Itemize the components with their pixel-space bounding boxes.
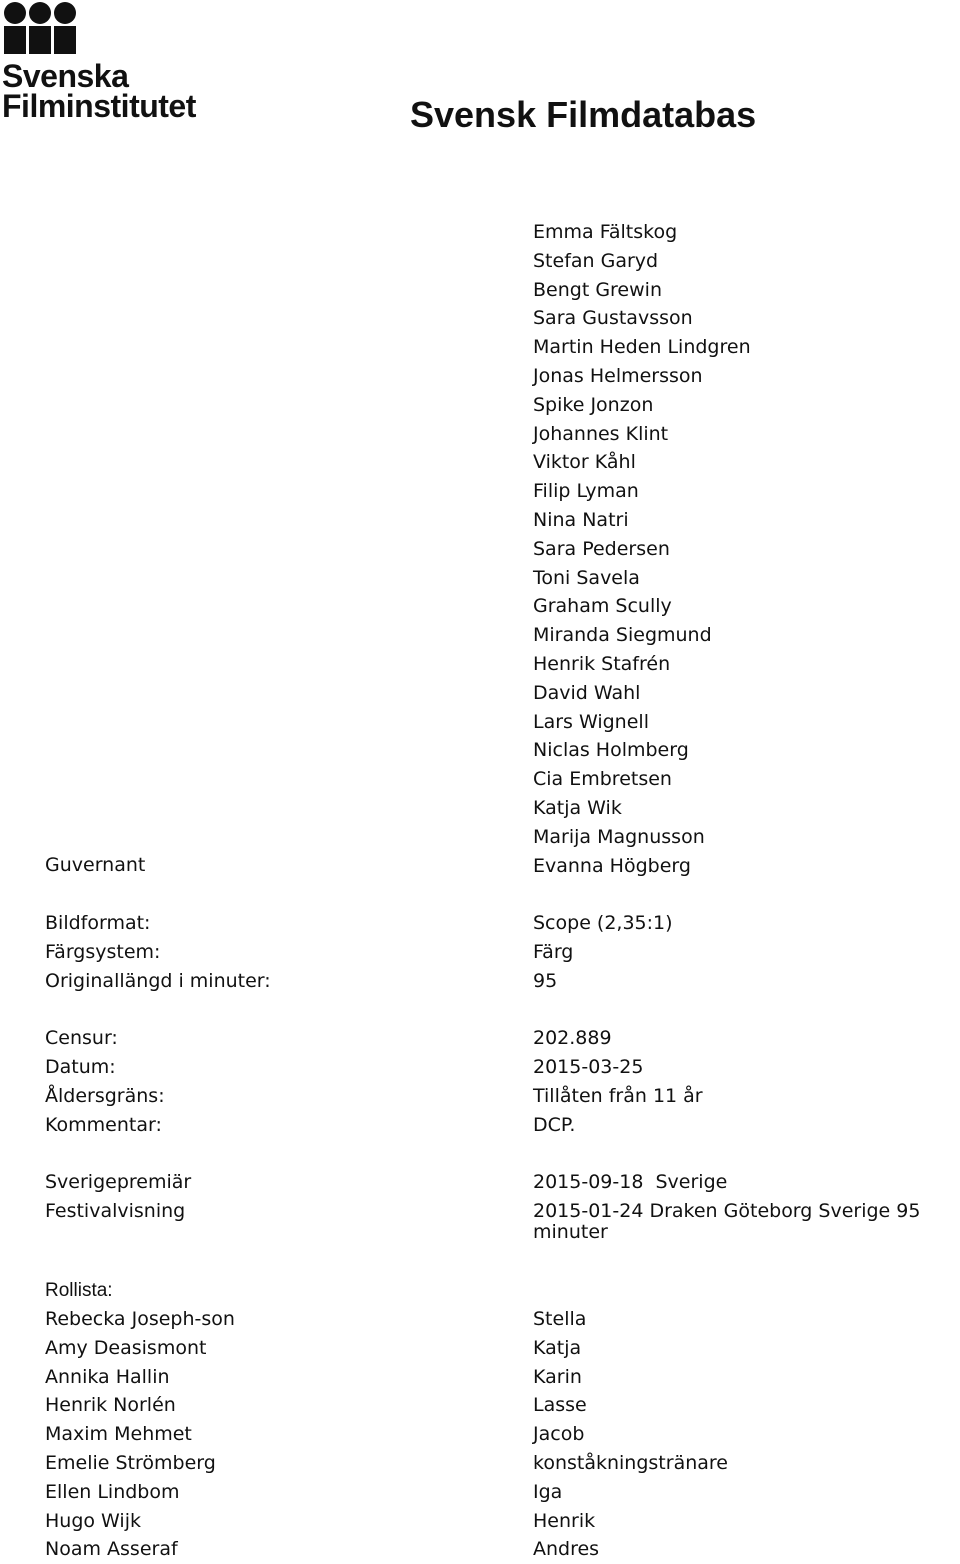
datum-value: 2015-03-25 [533,1056,644,1078]
festival-row [0,1197,960,1247]
cast-actor-name: Amy Deasismont [45,1336,207,1359]
bildformat-value: Scope (2,35:1) [533,912,673,934]
crew-name-item: Sara Pedersen [533,537,670,560]
censur-label: Censur: [45,1027,118,1049]
langd-row [0,967,960,996]
cast-actor-name: Annika Hallin [45,1365,170,1388]
kommentar-value: DCP. [533,1114,576,1136]
aldersgrans-row [0,1082,960,1111]
cast-actor-name: Maxim Mehmet [45,1423,192,1446]
festival-label: Festivalvisning [45,1200,186,1222]
rollista-heading: Rollista: [45,1280,113,1301]
cast-actor-name: Henrik Norlén [45,1394,176,1417]
crew-name-list [533,218,751,880]
logo-square [54,26,76,54]
sverigepremiar-value: 2015-09-18 Sverige [533,1171,728,1193]
logo-line-1: Svenska [2,58,129,94]
festival-value: 2015-01-24 Draken Göteborg Sverige 95 minuter [533,1200,921,1243]
cast-actor-name: Noam Asseraf [45,1538,178,1561]
aldersgrans-label: Åldersgräns: [45,1085,165,1107]
logo-dot [54,2,76,24]
cast-role-name: Jacob [533,1423,585,1446]
crew-name-item: Sara Gustavsson [533,307,693,330]
bildformat-row [0,909,960,938]
cast-role-name: Henrik [533,1509,596,1532]
crew-name-item: Evanna Högberg [533,854,691,877]
cast-actor-name: Rebecka Joseph-son [45,1308,235,1330]
kommentar-row [0,1111,960,1140]
logo-squares [4,26,217,54]
crew-name-item: Martin Heden Lindgren [533,336,751,359]
crew-role-label: Guvernant [45,854,146,876]
langd-label: Originallängd i minuter: [45,970,271,992]
crew-name-item: Emma Fältskog [533,221,678,243]
crew-name-item: Filip Lyman [533,480,639,503]
fargsystem-label: Färgsystem: [45,941,161,963]
logo-dots [4,2,217,24]
cast-actor-name: Ellen Lindbom [45,1480,180,1503]
cast-role-name: Katja [533,1336,582,1359]
langd-value: 95 [533,970,558,992]
datum-label: Datum: [45,1056,116,1078]
cast-actor-name: Hugo Wijk [45,1509,141,1532]
crew-name-item: Toni Savela [533,566,640,589]
svenska-filminstitutet-logo [2,2,217,124]
crew-name-item: Marija Magnusson [533,825,705,848]
cast-actor-list [45,1305,235,1564]
cast-role-name: konståkningstränare [533,1451,728,1474]
cast-actor-name: Emelie Strömberg [45,1451,216,1474]
logo-line-2: Filminstitutet [2,88,196,124]
censur-row [0,1024,960,1053]
logo-square [4,26,26,54]
cast-role-list [533,1305,728,1564]
crew-name-item: Bengt Grewin [533,278,662,301]
crew-name-item: Cia Embretsen [533,768,672,791]
crew-name-item: Niclas Holmberg [533,739,689,762]
datum-row [0,1053,960,1082]
logo-wordmark [2,58,217,124]
sverigepremiar-label: Sverigepremiär [45,1171,192,1193]
crew-name-item: Lars Wignell [533,710,649,733]
logo-square [29,26,51,54]
fargsystem-row [0,938,960,967]
crew-role-row [0,851,960,880]
crew-name-item: Viktor Kåhl [533,451,636,474]
cast-role-name: Andres [533,1538,600,1561]
crew-name-item: David Wahl [533,681,641,704]
aldersgrans-value: Tillåten från 11 år [533,1085,703,1107]
crew-name-item: Henrik Stafrén [533,652,671,675]
kommentar-label: Kommentar: [45,1114,162,1136]
logo-dot [29,2,51,24]
cast-role-name: Karin [533,1365,582,1388]
logo-dot [4,2,26,24]
cast-role-name: Iga [533,1480,563,1503]
crew-name-item: Nina Natri [533,508,629,531]
cast-role-name: Lasse [533,1394,587,1417]
cast-role-name: Stella [533,1308,587,1330]
crew-name-item: Miranda Siegmund [533,624,712,647]
crew-name-item: Spike Jonzon [533,393,654,416]
fargsystem-value: Färg [533,941,574,963]
censur-value: 202.889 [533,1027,612,1049]
crew-name-item: Johannes Klint [533,422,669,445]
page-title: Svensk Filmdatabas [410,94,757,135]
crew-name-item: Jonas Helmersson [533,364,703,387]
crew-name-item: Stefan Garyd [533,249,659,272]
sverigepremiar-row [0,1168,960,1197]
bildformat-label: Bildformat: [45,912,151,934]
crew-name-item: Katja Wik [533,796,622,819]
crew-name-item: Graham Scully [533,595,672,618]
